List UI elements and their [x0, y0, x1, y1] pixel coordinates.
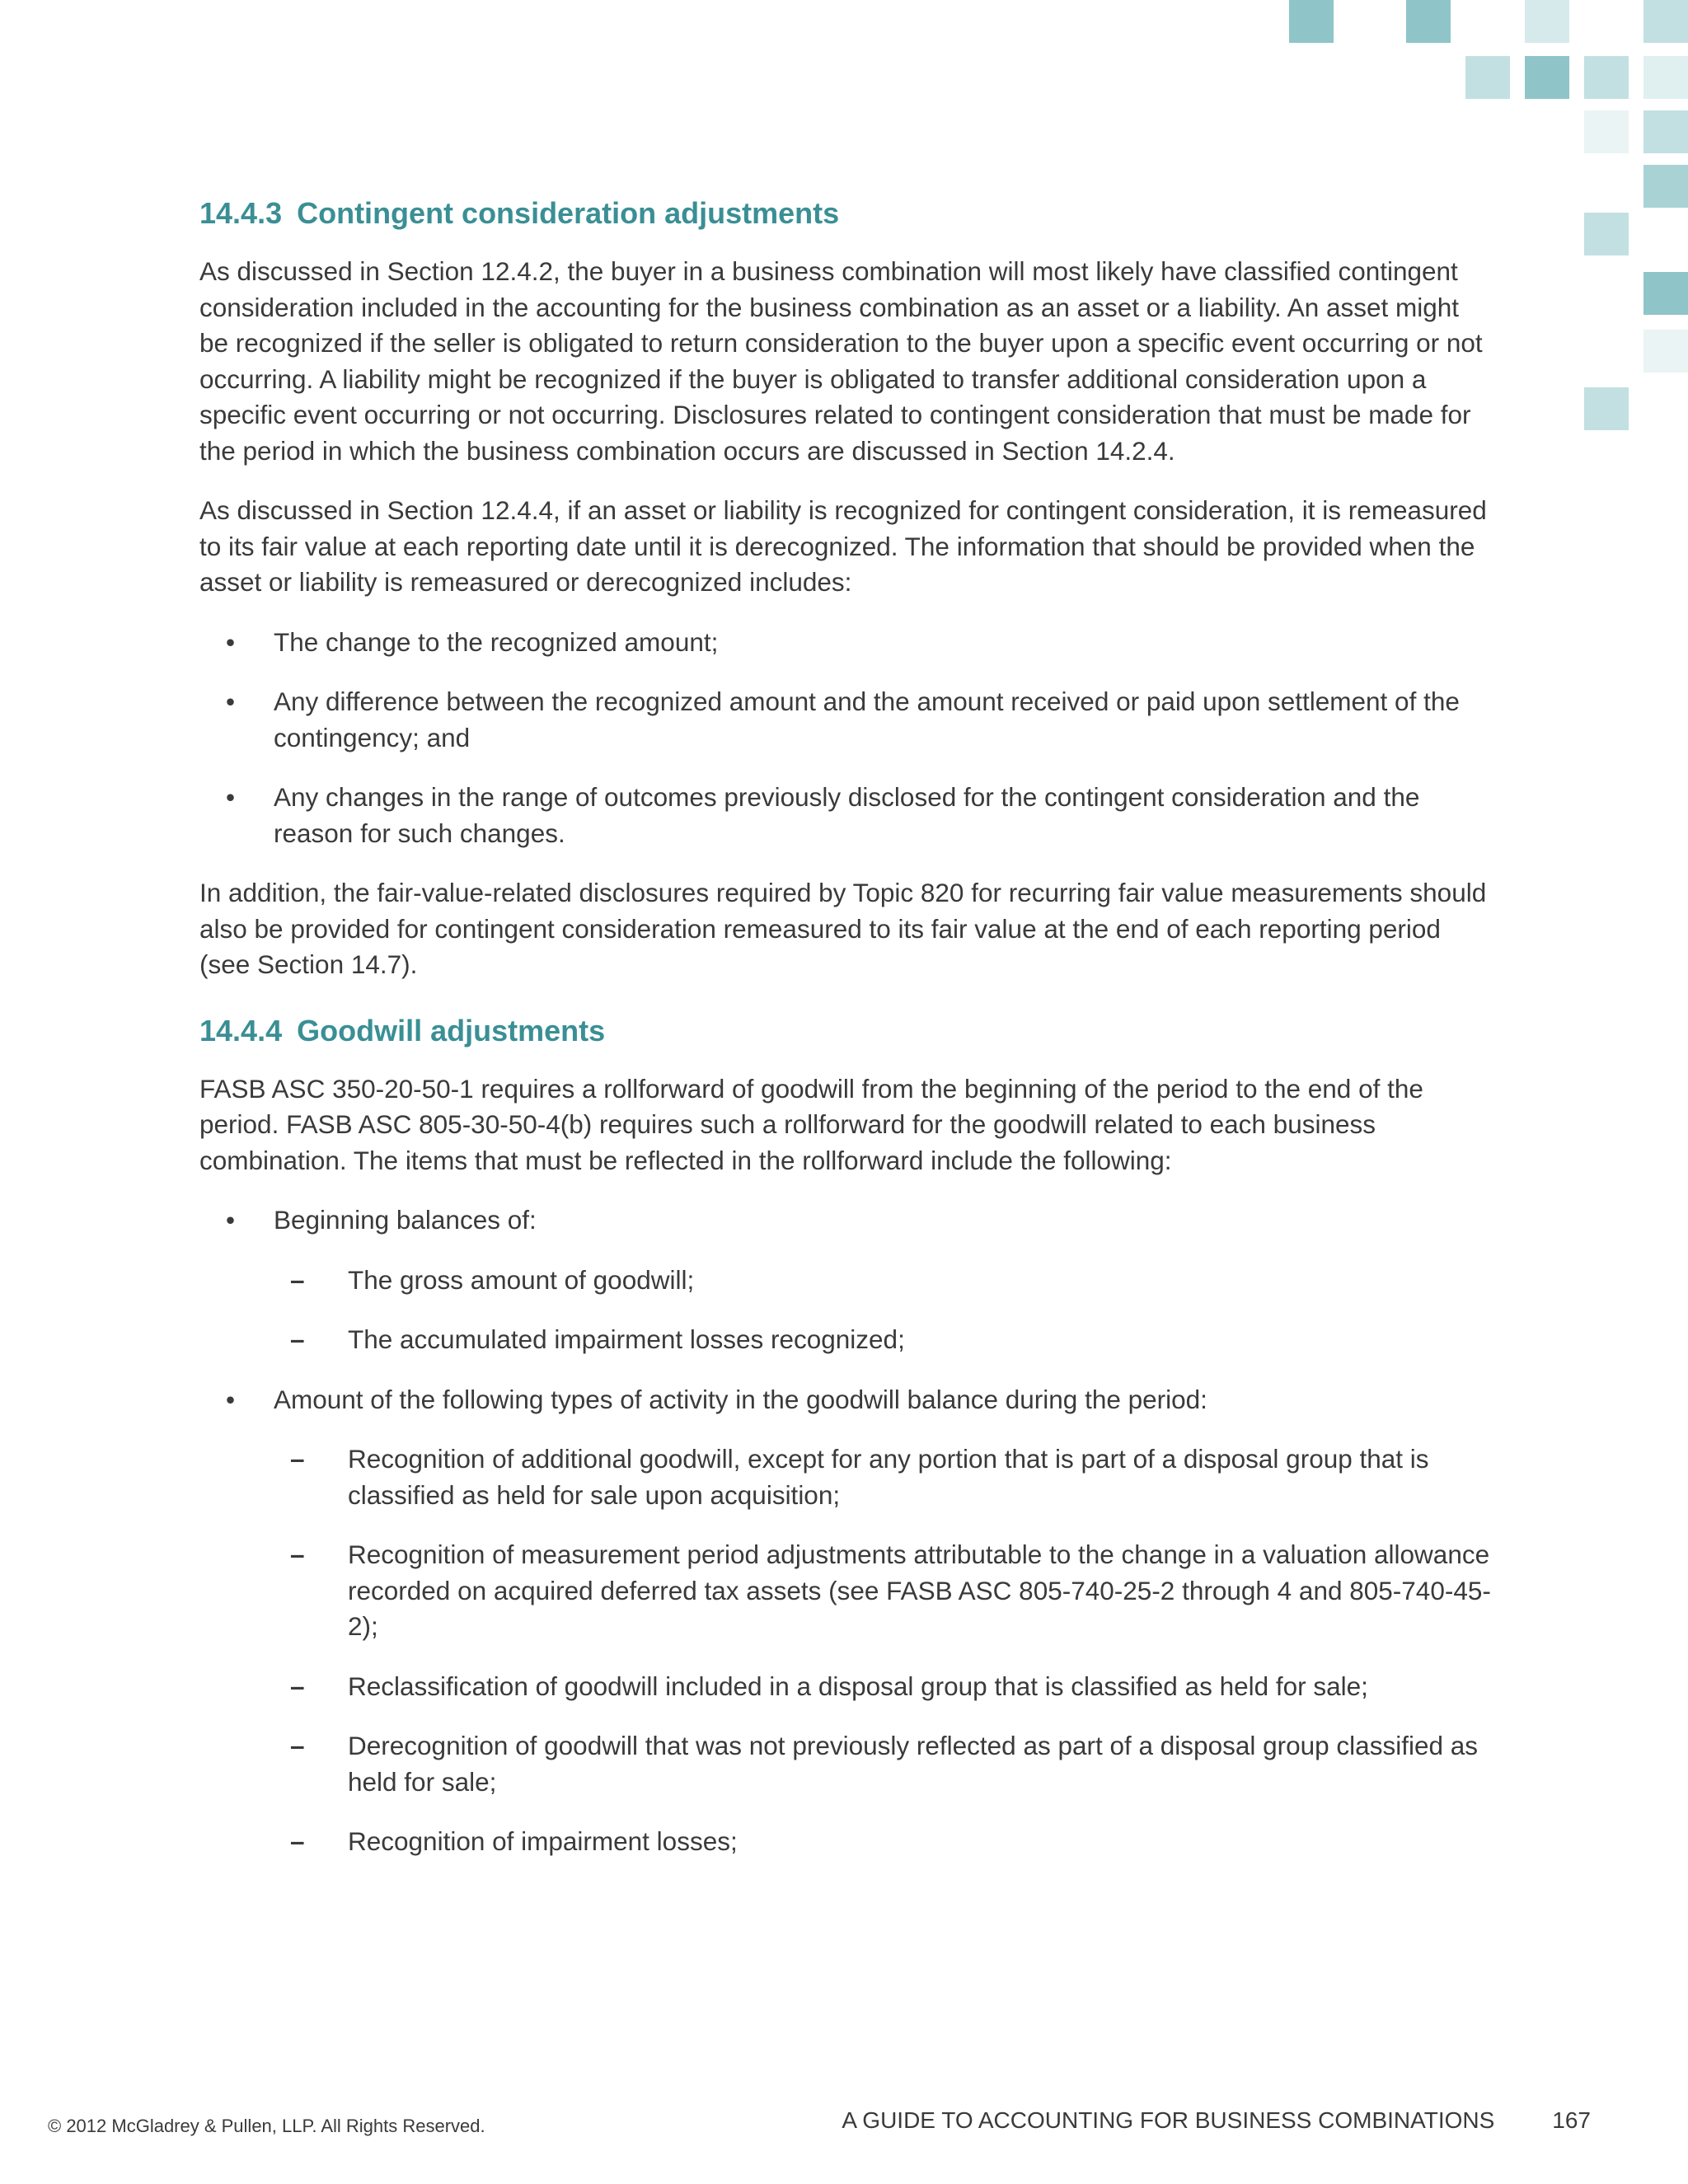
- list-item: [199, 1382, 1493, 1860]
- body-paragraph: In addition, the fair-value-related disclosures required by Topic 820 for recurring fair value measurements should also be provided for contingent consideration remeasured to its fair value at the end of each reporting period (see Section 14.7).: [199, 878, 1487, 979]
- decorative-tile: [1643, 165, 1688, 208]
- decorative-tile: [1584, 387, 1629, 430]
- decorative-tile: [1643, 110, 1688, 153]
- dash-marker: –: [290, 1264, 305, 1295]
- decorative-tile: [1289, 0, 1334, 43]
- section-title: Goodwill adjustments: [297, 1013, 606, 1047]
- sub-list-item: [274, 1263, 1493, 1299]
- list-item: [199, 1202, 1493, 1358]
- decorative-tile: [1584, 213, 1629, 255]
- decorative-tile: [1584, 110, 1629, 153]
- dash-marker: –: [290, 1444, 305, 1474]
- sub-list-item-text: Recognition of additional goodwill, except for any portion that is part of a disposal group that is classified as held for sale upon acquisition;: [348, 1444, 1429, 1510]
- section-heading: [199, 1007, 1493, 1055]
- dash-marker: –: [290, 1671, 305, 1701]
- dash-marker: –: [290, 1731, 305, 1760]
- decorative-tile: [1643, 0, 1688, 43]
- list-item: [199, 684, 1493, 756]
- page-content: [199, 190, 1493, 1884]
- list-item: [199, 780, 1493, 851]
- bullet-marker: •: [226, 687, 236, 716]
- body-paragraph: FASB ASC 350-20-50-1 requires a rollforward of goodwill from the beginning of the period to the end of the period. FASB ASC 805-30-50-4(b) requires such a rollforward for the goodwill related to each business combination. The items that must be reflected in the rollforward include the following:: [199, 1073, 1423, 1175]
- decorative-tile: [1406, 0, 1451, 43]
- bullet-marker: •: [226, 1384, 236, 1414]
- decorative-tile: [1643, 330, 1688, 373]
- footer-right: [842, 2107, 1591, 2134]
- dash-marker: –: [290, 1826, 305, 1856]
- section-number: 14.4.3: [199, 196, 283, 230]
- dash-marker: –: [290, 1540, 305, 1569]
- body-paragraph: As discussed in Section 12.4.4, if an asset or liability is recognized for contingent consideration, it is remeasured to its fair value at each reporting date until it is derecognized. The information that should be provided when the asset or liability is remeasured or derecognized includes:: [199, 495, 1487, 597]
- sub-list: [274, 1263, 1493, 1358]
- sub-list-item-text: Recognition of impairment losses;: [348, 1826, 738, 1856]
- list-item-text: Beginning balances of:: [274, 1205, 537, 1235]
- bullet-marker: •: [226, 1205, 236, 1235]
- sub-list-item-text: Reclassification of goodwill included in a disposal group that is classified as held for sale;: [348, 1671, 1368, 1701]
- decorative-tile: [1643, 272, 1688, 315]
- sub-list-item-text: The accumulated impairment losses recognized;: [348, 1324, 905, 1354]
- sub-list-item: [274, 1537, 1493, 1645]
- list-item: [199, 625, 1493, 661]
- decorative-tile: [1465, 56, 1510, 99]
- body-paragraph: As discussed in Section 12.4.2, the buyer in a business combination will most likely have classified contingent consideration included in the accounting for the business combination as an asset or a liability. An asset might be recognized if the seller is obligated to return consideration to the buyer upon a specific event occurring or not occurring. A liability might be recognized if the buyer is obligated to transfer additional consideration upon a specific event occurring or not occurring. Disclosures related to contingent consideration that must be made for the period in which the business combination occurs are discussed in Section 14.2.4.: [199, 256, 1483, 466]
- decorative-tile: [1525, 56, 1569, 99]
- sub-list-item: [274, 1669, 1493, 1705]
- section-heading: [199, 190, 1493, 237]
- sub-list-item-text: The gross amount of goodwill;: [348, 1264, 695, 1295]
- footer-copyright: © 2012 McGladrey & Pullen, LLP. All Rights Reserved.: [48, 2116, 485, 2136]
- sub-list-item: [274, 1441, 1493, 1513]
- decorative-tile: [1525, 0, 1569, 43]
- footer-guide-title: A GUIDE TO ACCOUNTING FOR BUSINESS COMBINATIONS: [842, 2107, 1495, 2133]
- sub-list: [274, 1441, 1493, 1860]
- list-item-text: Amount of the following types of activity in the goodwill balance during the period:: [274, 1384, 1207, 1414]
- list-item-text: Any changes in the range of outcomes previously disclosed for the contingent consideration and the reason for such changes.: [274, 782, 1420, 848]
- bullet-list: [199, 625, 1493, 852]
- section-title: Contingent consideration adjustments: [297, 196, 840, 230]
- bullet-marker: •: [226, 626, 236, 657]
- dash-marker: –: [290, 1324, 305, 1354]
- page-number: 167: [1552, 2107, 1591, 2133]
- bullet-marker: •: [226, 782, 236, 812]
- sub-list-item: [274, 1824, 1493, 1860]
- sub-list-item: [274, 1322, 1493, 1358]
- list-item-text: The change to the recognized amount;: [274, 626, 719, 657]
- section-number: 14.4.4: [199, 1013, 283, 1047]
- bullet-list: [199, 1202, 1493, 1860]
- list-item-text: Any difference between the recognized amount and the amount received or paid upon settlement of the contingency; and: [274, 687, 1460, 752]
- sub-list-item-text: Recognition of measurement period adjustments attributable to the change in a valuation allowance recorded on acquired deferred tax assets (see FASB ASC 805-740-25-2 through 4 and 805-740-45-2);: [348, 1540, 1491, 1641]
- sub-list-item-text: Derecognition of goodwill that was not previously reflected as part of a disposal group classified as held for sale;: [348, 1731, 1479, 1797]
- decorative-tile: [1643, 56, 1688, 99]
- decorative-tile: [1584, 56, 1629, 99]
- sub-list-item: [274, 1728, 1493, 1800]
